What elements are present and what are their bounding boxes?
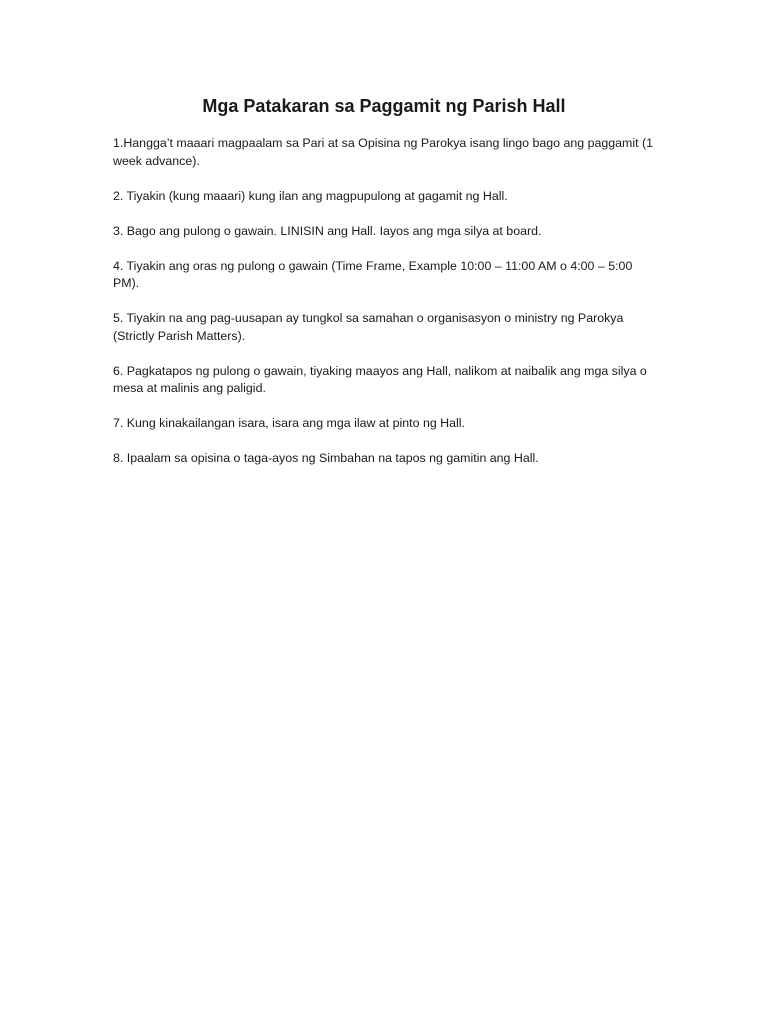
rule-item-4: 4. Tiyakin ang oras ng pulong o gawain (Time Frame, Example 10:00 – 11:00 AM o 4:00 – 5:00 PM). xyxy=(113,258,633,290)
rule-item-1: 1.Hangga’t maaari magpaalam sa Pari at sa Opisina ng Parokya isang lingo bago ang paggamit (1 week advance). xyxy=(113,136,654,168)
rules-list xyxy=(113,135,658,485)
rule-item-8: 8. Ipaalam sa opisina o taga-ayos ng Simbahan na tapos ng gamitin ang Hall. xyxy=(113,451,539,465)
rule-item-2: 2. Tiyakin (kung maaari) kung ilan ang magpupulong at gagamit ng Hall. xyxy=(113,188,508,203)
rule-item-7: 7. Kung kinakailangan isara, isara ang mga ilaw at pinto ng Hall. xyxy=(113,416,465,430)
rule-item-5: 5. Tiyakin na ang pag-uusapan ay tungkol sa samahan o organisasyon o ministry ng Parokya (Strictly Parish Matters). xyxy=(113,311,624,343)
document-title: Mga Patakaran sa Paggamit ng Parish Hall xyxy=(202,96,566,116)
rule-item-6: 6. Pagkatapos ng pulong o gawain, tiyaking maayos ang Hall, nalikom at naibalik ang mga silya o mesa at malinis ang paligid. xyxy=(113,363,647,395)
rule-item-3: 3. Bago ang pulong o gawain. LINISIN ang Hall. Iayos ang mga silya at board. xyxy=(113,223,542,238)
